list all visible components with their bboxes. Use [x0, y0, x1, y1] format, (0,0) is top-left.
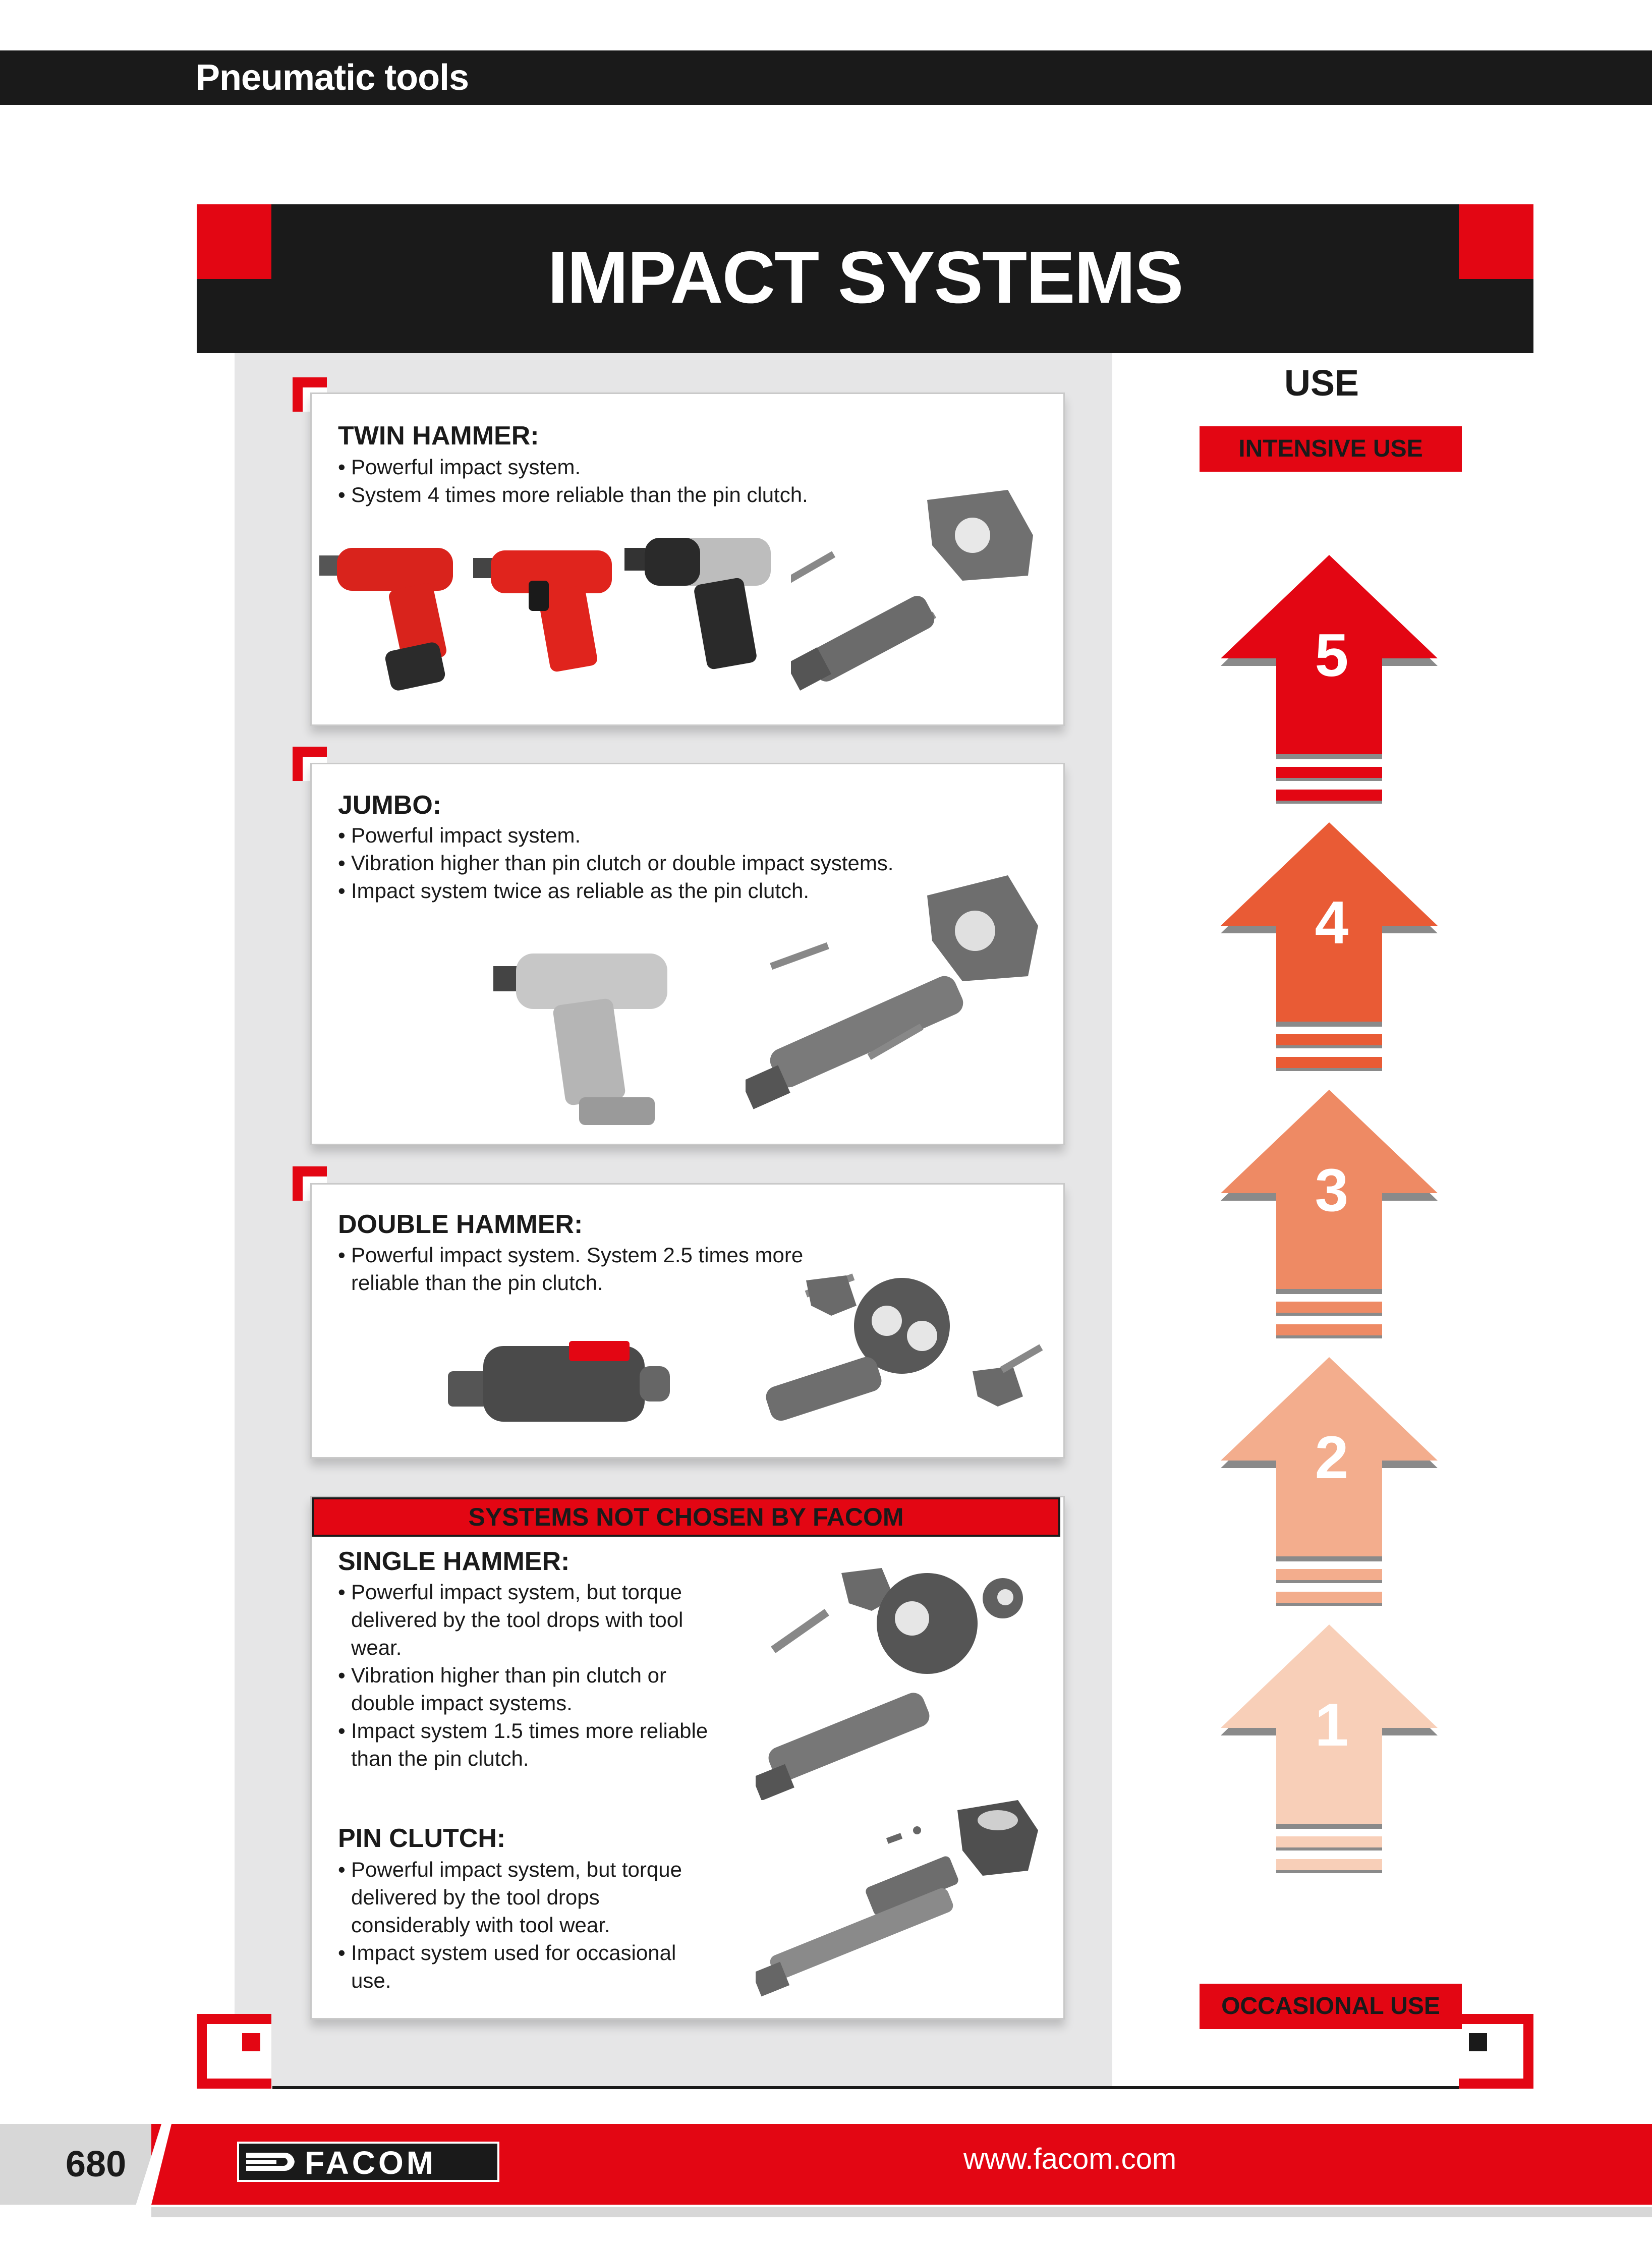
feature-item: • Vibration higher than pin clutch or double impact systems. [338, 1661, 721, 1717]
website-link[interactable]: www.facom.com [963, 2143, 1177, 2175]
black-impact-wrench-icon [448, 1321, 680, 1437]
feature-list [338, 1856, 691, 1994]
bracket-square [242, 2033, 260, 2051]
double-hammer-card [310, 1183, 1065, 1459]
feature-item: • Powerful impact system. System 2.5 times more reliable than the pin clutch. [338, 1241, 817, 1297]
level-2-number: 2 [1315, 1424, 1349, 1491]
level-5-number: 5 [1315, 622, 1349, 689]
level-1-number: 1 [1315, 1691, 1349, 1759]
bracket-square [1469, 2033, 1487, 2051]
footer-stripe [151, 2207, 1652, 2217]
red-impact-wrench-icon [473, 540, 624, 692]
silver-impact-wrench-icon [493, 946, 685, 1138]
feature-item: • System 4 times more reliable than the pin clutch. [338, 481, 842, 509]
double-hammer-parts-icon [756, 1250, 1058, 1452]
jumbo-card [310, 763, 1065, 1145]
occasional-use-tag: OCCASIONAL USE [1200, 1984, 1462, 2029]
bracket-gap [1449, 204, 1459, 279]
feature-item: • Powerful impact system. [338, 453, 842, 481]
intensive-use-tag: INTENSIVE USE [1200, 426, 1462, 472]
feature-list [338, 453, 842, 509]
card-title: TWIN HAMMER: [338, 421, 539, 451]
card-title: DOUBLE HAMMER: [338, 1210, 583, 1239]
single-hammer-parts-icon [756, 1568, 1058, 1800]
not-chosen-heading: SYSTEMS NOT CHOSEN BY FACOM [468, 1503, 904, 1531]
section-title: Pneumatic tools [196, 58, 469, 98]
banner-fill [197, 289, 281, 353]
footer-slant [131, 2124, 192, 2220]
feature-item: • Powerful impact system, but torque delivered by the tool drops with tool wear. [338, 1578, 721, 1661]
not-chosen-card [310, 1496, 1065, 2020]
use-heading: USE [1284, 363, 1359, 404]
feature-item: • Powerful impact system, but torque delivered by the tool drops considerably with tool wear. [338, 1856, 691, 1939]
page-number: 680 [66, 2144, 127, 2184]
red-impact-wrench-icon [319, 540, 471, 692]
feature-item: • Powerful impact system. [338, 821, 994, 849]
feature-list [338, 1578, 721, 1772]
bracket-gap [1449, 279, 1533, 289]
card-title: JUMBO: [338, 791, 442, 820]
brand-name: FACOM [305, 2145, 437, 2181]
level-3-number: 3 [1315, 1156, 1349, 1224]
bracket-gap [271, 204, 281, 279]
bracket-cut [1459, 2024, 1523, 2079]
pin-clutch-parts-icon [756, 1800, 1058, 2012]
card-title: SINGLE HAMMER: [338, 1547, 570, 1576]
twin-hammer-parts-icon [791, 480, 1053, 702]
panel-bottom-rule [272, 2086, 1459, 2089]
not-chosen-heading-bar [312, 1497, 1060, 1537]
banner-fill [1449, 289, 1533, 353]
wrench-logo-icon [244, 2149, 300, 2175]
bracket-square [242, 254, 261, 273]
page-title: IMPACT SYSTEMS [547, 236, 1183, 318]
feature-list [338, 1241, 817, 1297]
jumbo-parts-icon [746, 850, 1048, 1112]
bracket-gap [197, 279, 281, 289]
feature-item: • Impact system twice as reliable as the pin clutch. [338, 877, 994, 905]
silver-impact-wrench-icon [624, 528, 786, 689]
feature-item: • Vibration higher than pin clutch or double impact systems. [338, 849, 994, 877]
facom-logo [237, 2142, 499, 2182]
feature-item: • Impact system 1.5 times more reliable than the pin clutch. [338, 1717, 721, 1772]
twin-hammer-card [310, 392, 1065, 726]
card-title: PIN CLUTCH: [338, 1824, 506, 1853]
bracket-edge [197, 2014, 207, 2089]
level-4-number: 4 [1315, 889, 1349, 957]
bracket-edge [197, 2079, 271, 2089]
feature-item: • Impact system used for occasional use. [338, 1939, 691, 1994]
bracket-square [1469, 254, 1488, 273]
